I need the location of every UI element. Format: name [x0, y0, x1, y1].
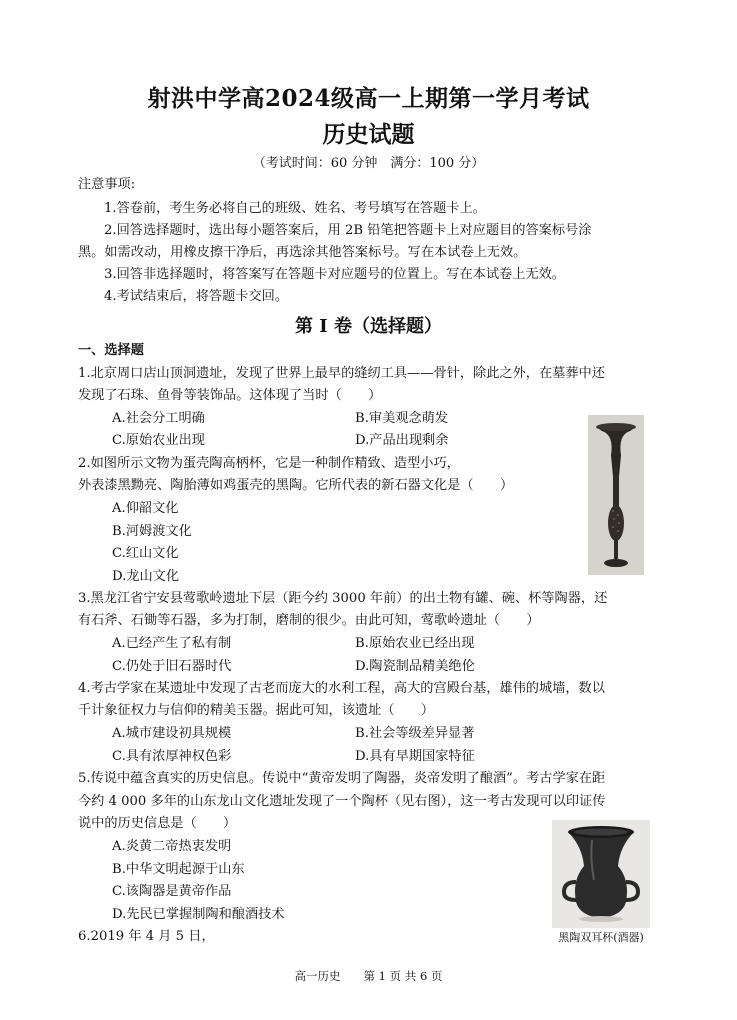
question-stem: 2.如图所示文物为蛋壳陶高柄杯，它是一种制作精致、造型小巧， [78, 456, 460, 471]
option: A.炎黄二帝热衷发明 [112, 839, 232, 854]
question-stem: 发现了石珠、鱼骨等装饰品。这体现了当时（ ） [78, 388, 382, 403]
stem-cup-image [588, 415, 644, 575]
page-footer: 高一历史 第 1 页 共 6 页 [294, 969, 443, 983]
question-stem: 4.考古学家在某遗址中发现了古老而庞大的水利工程，高大的宫殿台基，雄伟的城墙，数以 [78, 681, 605, 696]
option: A.仰韶文化 [112, 501, 179, 516]
question-stem: 5.传说中蕴含真实的历史信息。传说中“黄帝发明了陶器，炎帝发明了酿酒”。考古学家在距 [78, 771, 606, 786]
option: A.社会分工明确 [112, 411, 205, 426]
option: D.龙山文化 [112, 569, 180, 584]
option: C.仍处于旧石器时代 [112, 659, 232, 674]
question-stem: 3.黑龙江省宁安县莺歌岭遗址下层（距今约 3000 年前）的出土物有罐、碗、杯等陶器，还 [78, 591, 608, 606]
exam-title: 射洪中学高2024级高一上期第一学月考试 [147, 85, 590, 112]
option: A.已经产生了私有制 [112, 636, 232, 651]
option: B.河姆渡文化 [112, 524, 192, 539]
option: B.原始农业已经出现 [355, 636, 475, 651]
option: D.陶瓷制品精美绝伦 [355, 659, 475, 674]
option: C.红山文化 [112, 546, 179, 561]
option: C.该陶器是黄帝作品 [112, 884, 232, 899]
question-stem: 有石斧、石锄等石器，多为打制，磨制的很少。由此可知，莺歌岭遗址（ ） [78, 613, 540, 628]
part-heading: 一、选择题 [78, 343, 144, 358]
notice-item: 黑。如需改动，用橡皮擦干净后，再选涂其他答案标号。写在本试卷上无效。 [78, 245, 527, 260]
figure-caption: 黑陶双耳杯(酒器) [558, 931, 644, 944]
option: D.产品出现剩余 [355, 433, 449, 448]
option: B.社会等级差异显著 [355, 726, 475, 741]
notice-item: 1.答卷前，考生务必将自己的班级、姓名、考号填写在答题卡上。 [104, 201, 486, 216]
option: B.审美观念萌发 [355, 411, 449, 426]
black-pottery-cup-image [552, 820, 650, 928]
question-stem: 外表漆黑黝亮、陶胎薄如鸡蛋壳的黑陶。它所代表的新石器文化是（ ） [78, 478, 514, 493]
exam-time-info: （考试时间：60 分钟 满分：100 分） [252, 156, 485, 171]
notice-heading: 注意事项: [78, 177, 136, 192]
question-stem: 1.北京周口店山顶洞遗址，发现了世界上最早的缝纫工具——骨针，除此之外，在墓葬中还 [78, 366, 605, 381]
option: D.先民已掌握制陶和酿酒技术 [112, 907, 285, 922]
option: B.中华文明起源于山东 [112, 862, 245, 877]
section-title: 第 I 卷（选择题） [295, 316, 442, 337]
notice-item: 2.回答选择题时，选出每小题答案后，用 2B 铅笔把答题卡上对应题目的答案标号涂 [104, 223, 592, 238]
question-stem: 今约 4 000 多年的山东龙山文化遗址发现了一个陶杯（见右图），这一考古发现可以印证传 [78, 794, 606, 809]
question-stem: 说中的历史信息是（ ） [78, 816, 237, 831]
notice-item: 3.回答非选择题时，将答案写在答题卡对应题号的位置上。写在本试卷上无效。 [104, 267, 565, 282]
question-stem: 6.2019 年 4 月 5 日， [78, 929, 215, 944]
option: D.具有早期国家特征 [355, 749, 475, 764]
notice-item: 4.考试结束后，将答题卡交回。 [104, 289, 289, 304]
subject-title: 历史试题 [322, 121, 415, 148]
option: C.具有浓厚神权色彩 [112, 749, 232, 764]
option: A.城市建设初具规模 [112, 726, 232, 741]
option: C.原始农业出现 [112, 433, 205, 448]
question-stem: 千计象征权力与信仰的精美玉器。据此可知，该遗址（ ） [78, 703, 435, 718]
